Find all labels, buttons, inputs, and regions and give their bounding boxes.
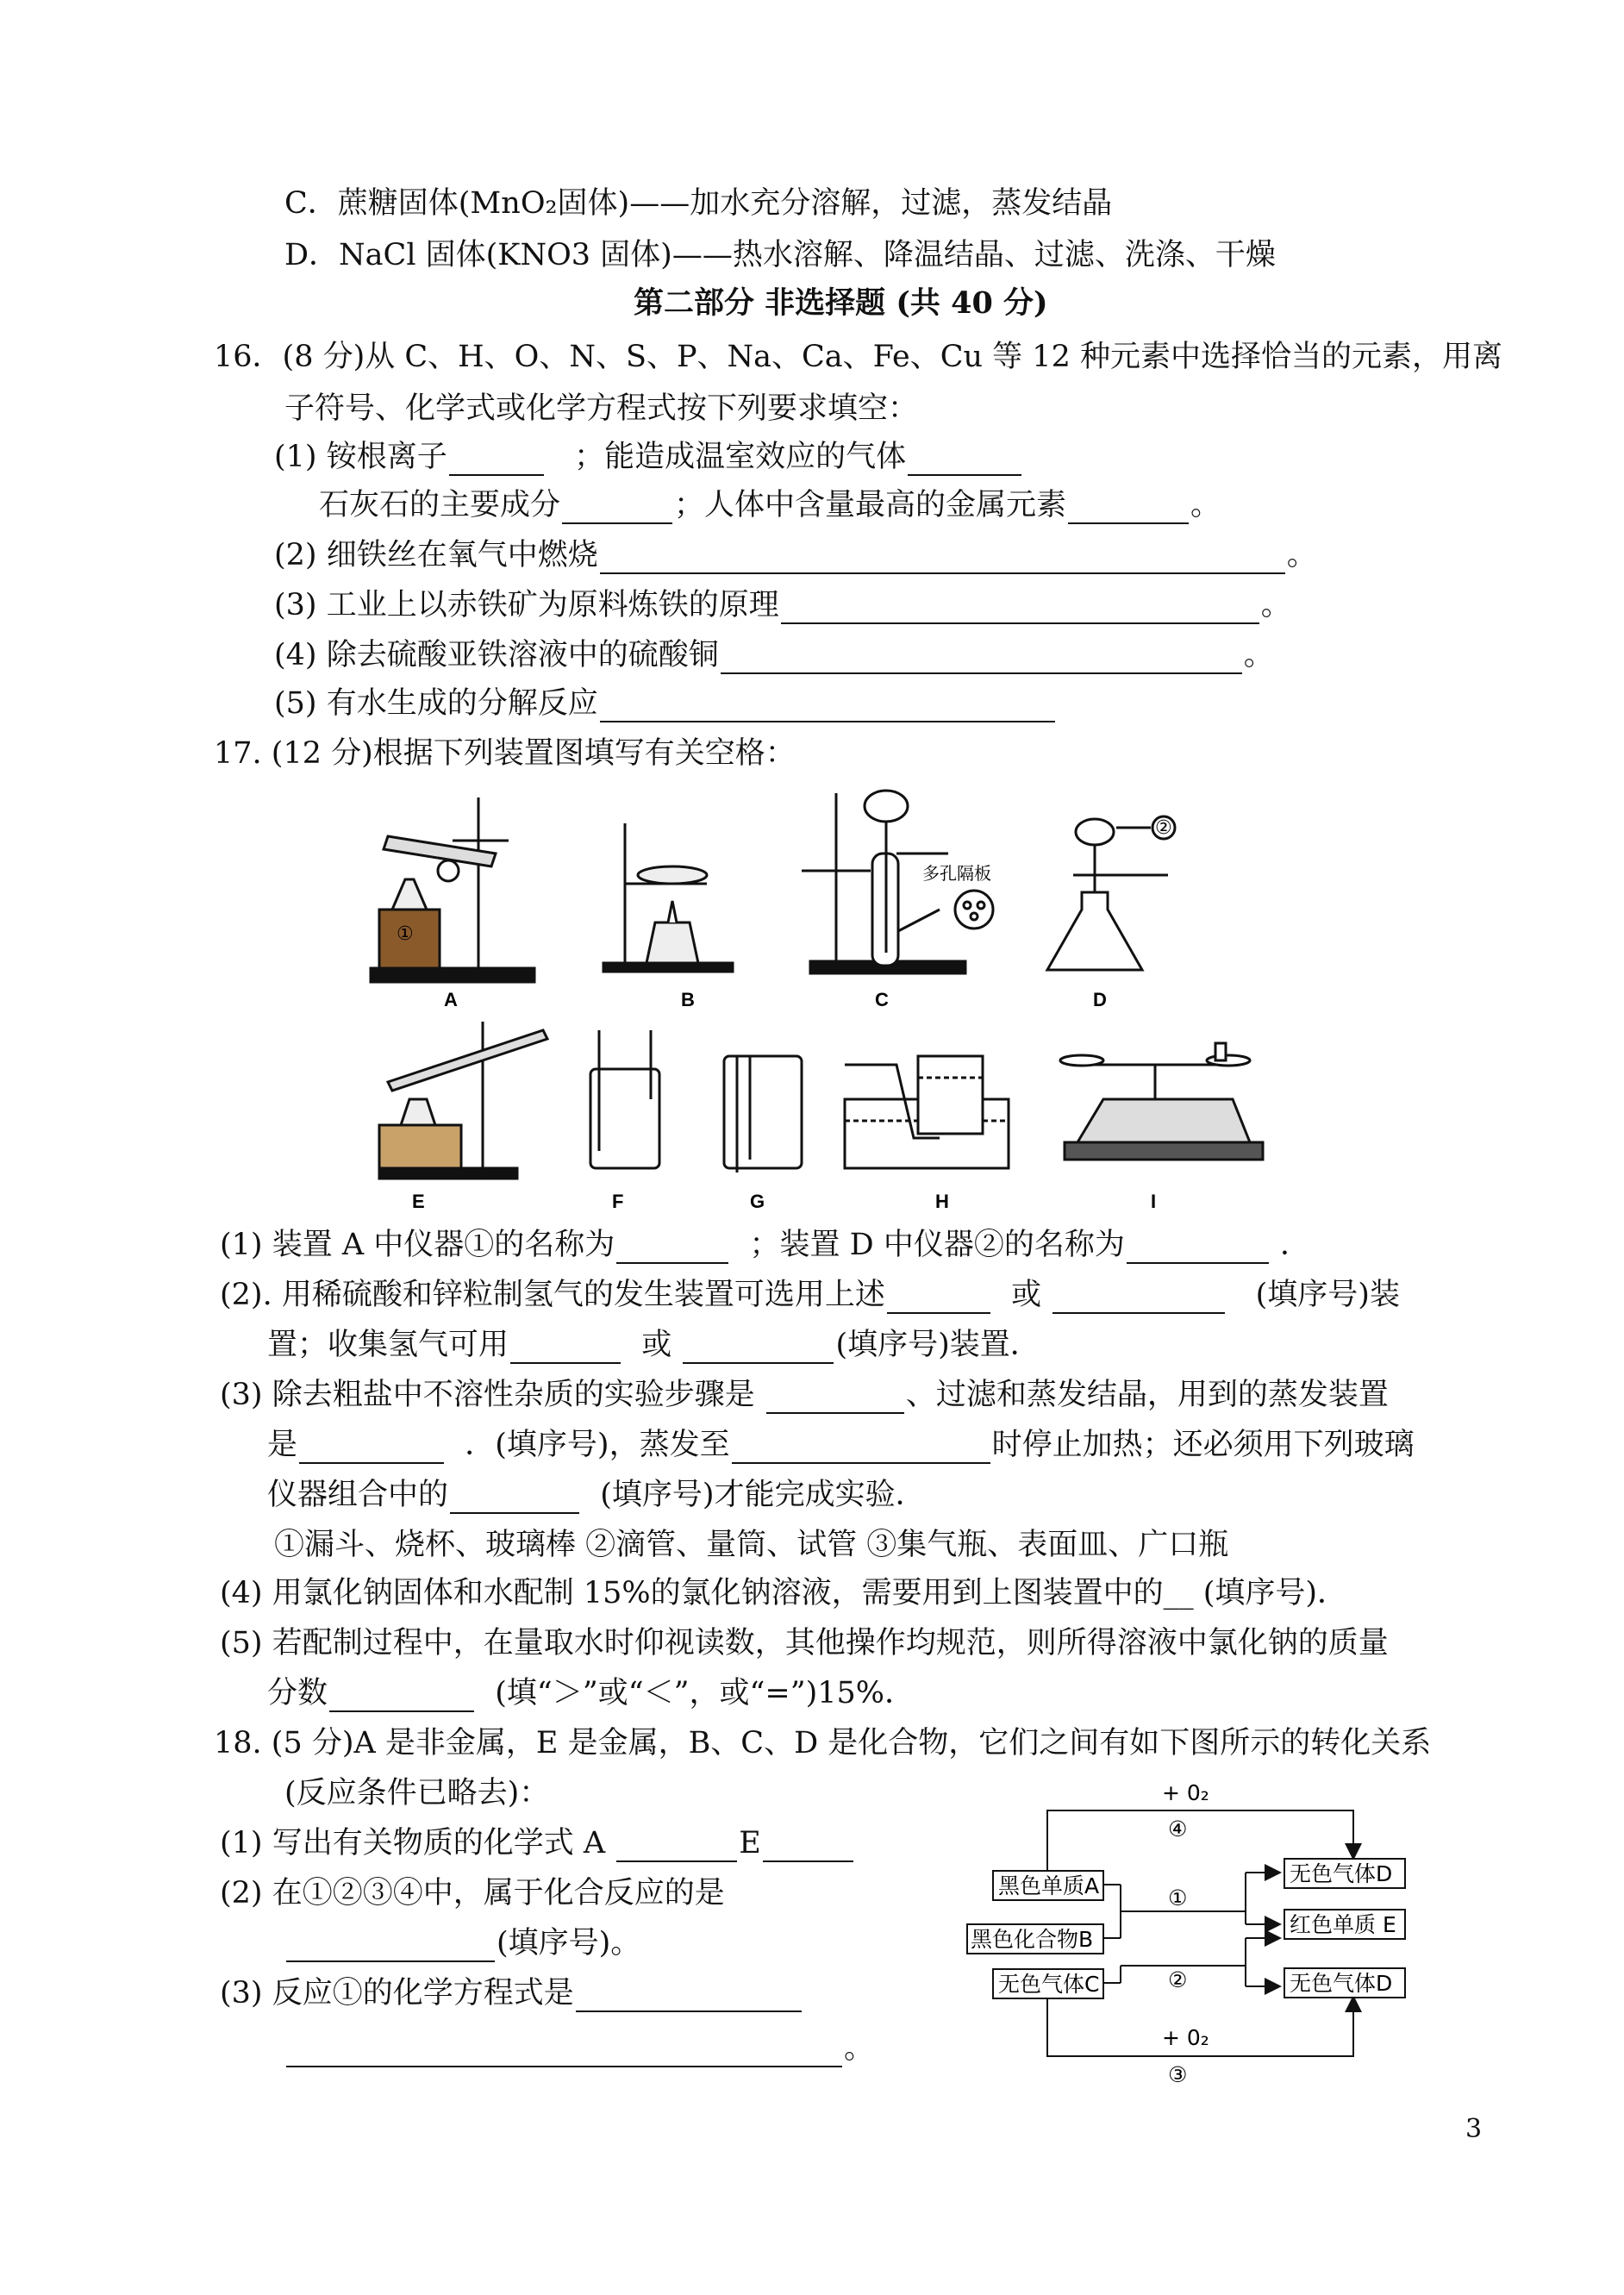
blank-metal-element[interactable] <box>1068 491 1189 524</box>
apparatus-label-h: H <box>935 1191 949 1211</box>
q17-3-label-b: 、过滤和蒸发结晶，用到的蒸发装置 <box>905 1378 1389 1412</box>
q17-2-or2: 或 <box>641 1328 672 1362</box>
apparatus-label-a: A <box>444 989 458 1010</box>
q17-1-label-b: ；装置 D 中仪器②的名称为 <box>749 1228 1125 1262</box>
option-c: C．蔗糖固体(MnO₂固体)——加水充分溶解，过滤，蒸发结晶 <box>284 186 1113 221</box>
q17-options: ①漏斗、烧杯、玻璃棒 ②滴管、量筒、试管 ③集气瓶、表面皿、广口瓶 <box>274 1528 1229 1562</box>
q18-2-label-b: (填序号)。 <box>497 1926 641 1960</box>
blank-instrument-1[interactable] <box>616 1231 728 1264</box>
q17-3-label-g: (填序号)才能完成实验． <box>600 1478 926 1512</box>
q17-3-row1 <box>220 1376 1389 1414</box>
q17-5-label-b: 分数 <box>267 1676 328 1710</box>
apparatus-i <box>1060 1043 1263 1160</box>
q18-1-row <box>220 1824 855 1862</box>
q17-1-row <box>220 1226 1310 1264</box>
blank-salt-step[interactable] <box>766 1381 904 1414</box>
q16-1-label-c: 石灰石的主要成分 <box>319 488 561 522</box>
bottom-reaction-num: ③ <box>1168 2062 1188 2087</box>
q18-2-row2 <box>284 1924 640 1962</box>
apparatus-label-g: G <box>750 1191 765 1211</box>
apparatus-h <box>845 1056 1009 1168</box>
apparatus-e <box>379 1022 547 1179</box>
label-partition: 多孔隔板 <box>922 865 991 884</box>
blank-iron-burning[interactable] <box>600 541 1285 574</box>
q17-2-num: (2) <box>220 1278 263 1312</box>
box-d1: 无色气体D <box>1290 1861 1393 1886</box>
q17-5-label-c: (填“＞”或“＜”，或“=”)15%． <box>495 1676 915 1710</box>
blank-formula-a[interactable] <box>616 1829 737 1862</box>
q17-3-label-e: 时停止加热；还必须用下列玻璃 <box>991 1428 1415 1462</box>
q18-3-label: (3) 反应①的化学方程式是 <box>220 1976 574 2010</box>
top-reaction-num: ④ <box>1168 1817 1188 1842</box>
q16-line2: 子符号、化学式或化学方程式按下列要求填空： <box>284 391 919 426</box>
bottom-oxygen-label: + 0₂ <box>1162 2025 1209 2050</box>
q17-1-end: ． <box>1279 1228 1310 1262</box>
blank-equation-1a[interactable] <box>576 1979 802 2012</box>
apparatus-f <box>590 1030 659 1168</box>
blank-evap-until[interactable] <box>732 1431 990 1464</box>
blank-remove-copper-sulfate[interactable] <box>721 641 1242 674</box>
q17-3-label-a: (3) 除去粗盐中不溶性杂质的实验步骤是 <box>220 1378 755 1412</box>
q16-1-label-a: (1) 铵根离子 <box>274 440 447 474</box>
q17-3-label-d: ．(填序号)，蒸发至 <box>465 1428 730 1462</box>
blank-equation-1b[interactable] <box>286 2035 842 2067</box>
q16-1-label-b: ；能造成温室效应的气体 <box>574 440 907 474</box>
q17-heading: 17. (12 分)根据下列装置图填写有关空格： <box>214 736 796 771</box>
blank-collect-2[interactable] <box>683 1331 834 1364</box>
box-d2: 无色气体D <box>1290 1971 1393 1996</box>
blank-decomposition[interactable] <box>600 690 1055 722</box>
q17-4-row: (4) 用氯化钠固体和水配制 15%的氯化钠溶液，需要用到上图装置中的__ (填序号)． <box>220 1576 1348 1610</box>
q17-2-label-f: (填序号)装置． <box>835 1328 1040 1362</box>
apparatus-d <box>1047 816 1175 970</box>
label-a-marker: ① <box>397 922 414 944</box>
apparatus-label-f: F <box>612 1191 624 1211</box>
apparatus-label-c: C <box>875 989 889 1010</box>
apparatus-g <box>724 1056 802 1173</box>
period: 。 <box>1286 538 1317 572</box>
q17-1-label-a: (1) 装置 A 中仪器①的名称为 <box>220 1228 615 1262</box>
apparatus-label-b: B <box>681 989 695 1010</box>
q16-1-row1 <box>274 438 1023 476</box>
blank-limestone[interactable] <box>562 491 672 524</box>
option-d: D．NaCl 固体(KNO3 固体)——热水溶解、降温结晶、过滤、洗涤、干燥 <box>284 238 1276 272</box>
q17-3-label-c: 是 <box>267 1428 298 1462</box>
part-two-heading: 第二部分 非选择题 (共 40 分) <box>634 285 1048 321</box>
q16-1-period: 。 <box>1190 488 1221 522</box>
q16-1-row2 <box>319 486 1221 524</box>
reaction-2-num: ② <box>1168 1967 1188 1992</box>
blank-collect-1[interactable] <box>510 1331 621 1364</box>
q17-3-label-f: 仪器组合中的 <box>267 1478 449 1512</box>
apparatus-figure <box>345 780 1276 1211</box>
q17-5-row1: (5) 若配制过程中，在量取水时仰视读数，其他操作均规范，则所得溶液中氯化钠的质量 <box>220 1626 1389 1660</box>
conversion-flowchart <box>957 1776 1414 2095</box>
q18-1-label: (1) 写出有关物质的化学式 A <box>220 1826 606 1860</box>
q18-2-row: (2) 在①②③④中，属于化合反应的是 <box>220 1876 725 1910</box>
period: 。 <box>1260 588 1291 622</box>
blank-ammonium[interactable] <box>449 443 544 476</box>
q16-3-label: (3) 工业上以赤铁矿为原料炼铁的原理 <box>274 588 779 622</box>
q18-line1: 18. (5 分)A 是非金属，E 是金属，B、C、D 是化合物，它们之间有如下图所示的转化关系 <box>214 1726 1432 1760</box>
blank-combination-reaction[interactable] <box>286 1929 495 1962</box>
q18-1-e: E <box>739 1826 761 1860</box>
q17-2-row1 <box>220 1276 1400 1314</box>
period: 。 <box>844 2031 875 2066</box>
apparatus-label-i: I <box>1151 1191 1157 1211</box>
q17-5-row2 <box>267 1674 915 1712</box>
q16-2-row <box>274 536 1317 574</box>
blank-generator-1[interactable] <box>887 1281 990 1314</box>
apparatus-b <box>603 823 733 972</box>
apparatus-label-d: D <box>1093 989 1107 1010</box>
q16-4-label: (4) 除去硫酸亚铁溶液中的硫酸铜 <box>274 638 719 672</box>
blank-greenhouse-gas[interactable] <box>908 443 1021 476</box>
top-oxygen-label: + 0₂ <box>1162 1780 1209 1805</box>
box-a: 黑色单质A <box>998 1873 1100 1898</box>
period: 。 <box>1243 638 1274 672</box>
blank-instrument-2[interactable] <box>1127 1231 1269 1264</box>
page-number: 3 <box>1465 2114 1483 2144</box>
q16-2-label: (2) 细铁丝在氧气中燃烧 <box>274 538 598 572</box>
box-c: 无色气体C <box>998 1972 1100 1997</box>
blank-iron-smelting[interactable] <box>781 591 1259 624</box>
q17-2-label-c: (填序号)装 <box>1255 1278 1400 1312</box>
q16-5-row <box>274 685 1057 722</box>
apparatus-a <box>371 797 534 982</box>
q16-3-row <box>274 586 1291 624</box>
q18-line2: (反应条件已略去)： <box>284 1776 550 1810</box>
box-e: 红色单质 E <box>1290 1912 1396 1937</box>
apparatus-label-e: E <box>412 1191 425 1211</box>
q18-3-row <box>220 1974 803 2012</box>
blank-formula-e[interactable] <box>763 1829 853 1862</box>
q17-2-label-d: 置；收集氢气可用 <box>267 1328 509 1362</box>
blank-mass-fraction[interactable] <box>329 1679 474 1712</box>
q16-line1: 16．(8 分)从 C、H、O、N、S、P、Na、Ca、Fe、Cu 等 12 种元素中选择恰当的元素，用离 <box>214 340 1502 374</box>
blank-generator-2[interactable] <box>1052 1281 1225 1314</box>
q17-2-label-a: . 用稀硫酸和锌粒制氢气的发生装置可选用上述 <box>262 1278 885 1312</box>
reaction-1-num: ① <box>1168 1885 1188 1910</box>
blank-evap-apparatus[interactable] <box>299 1431 444 1464</box>
q17-3-row3 <box>267 1476 926 1514</box>
box-b: 黑色化合物B <box>971 1927 1094 1952</box>
q16-5-label: (5) 有水生成的分解反应 <box>274 686 598 721</box>
q17-2-or: 或 <box>1011 1278 1042 1312</box>
q16-4-row <box>274 636 1274 674</box>
q16-1-label-d: ；人体中含量最高的金属元素 <box>674 488 1067 522</box>
q17-2-row2 <box>267 1326 1040 1364</box>
q18-3-row2 <box>284 2029 874 2067</box>
q17-3-row2 <box>267 1426 1415 1464</box>
label-d-marker: ② <box>1155 816 1172 838</box>
blank-glassware[interactable] <box>450 1481 579 1514</box>
